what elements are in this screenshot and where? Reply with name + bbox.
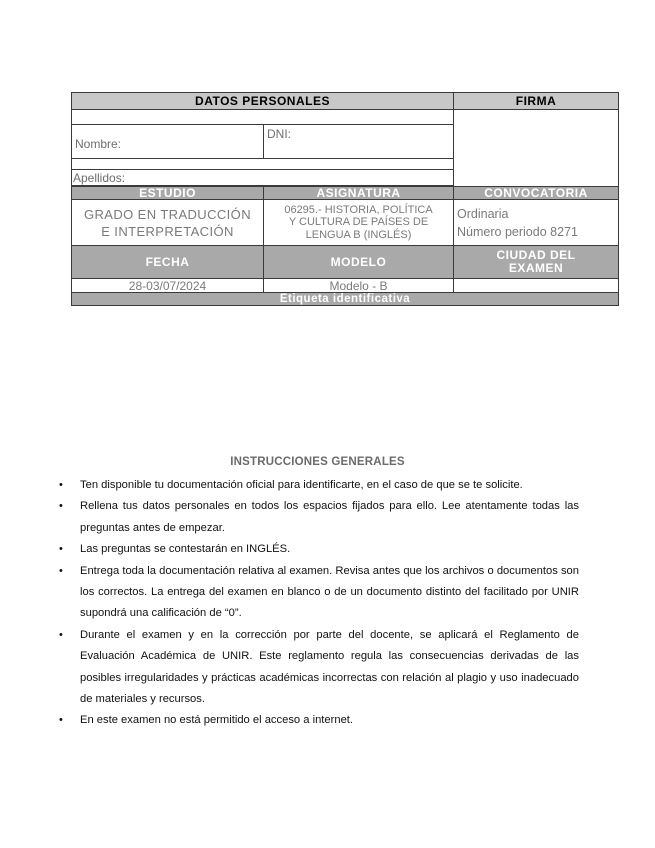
ciudad-header: [454, 246, 619, 279]
list-item: [56, 625, 579, 711]
instruction-text: En este examen no está permitido el acceso a internet.: [80, 714, 354, 727]
asignatura-line-3: LENGUA B (INGLÉS): [305, 228, 412, 241]
modelo-value: Modelo - B: [264, 279, 454, 293]
list-item: [56, 561, 579, 625]
convocatoria-line-1: Ordinaria: [457, 206, 509, 221]
asignatura-value: [264, 200, 454, 246]
instructions-section: [56, 456, 579, 732]
nombre-label: Nombre:: [75, 137, 122, 151]
ciudad-header-line-2: EXAMEN: [508, 261, 564, 275]
asignatura-header: ASIGNATURA: [264, 187, 454, 200]
spacer-row-2: [72, 159, 454, 170]
modelo-header: MODELO: [264, 246, 454, 279]
firma-box[interactable]: [454, 110, 619, 187]
ciudad-header-line-1: CIUDAD DEL: [496, 248, 576, 262]
instructions-title: INSTRUCCIONES GENERALES: [230, 456, 405, 468]
dni-label: DNI:: [267, 127, 291, 141]
estudio-line-1: GRADO EN TRADUCCIÓN: [84, 206, 251, 222]
instruction-text: Durante el examen y en la corrección por parte del docente, se aplicará el Reglamento de Evaluación Académica de UNIR. Este reglamento regula las consecuencias derivadas de las posibles irregularidades y prácticas académicas incorrectas con relación al plagio y uso inadecuado de materiales y recursos.: [80, 628, 579, 706]
list-item: [56, 539, 579, 560]
instructions-list: [56, 475, 579, 732]
bullet-icon: •: [59, 543, 63, 556]
spacer-row: [72, 110, 454, 125]
apellidos-label: Apellidos:: [73, 170, 126, 185]
personal-data-table: [71, 92, 619, 306]
asignatura-line-2: Y CULTURA DE PAÍSES DE: [288, 216, 429, 229]
apellidos-field[interactable]: [72, 170, 454, 186]
instruction-text: Rellena tus datos personales en todos los espacios fijados para ello. Lee atentamente todas las preguntas antes de empezar.: [80, 500, 579, 534]
bullet-icon: •: [59, 628, 63, 641]
dni-field[interactable]: [264, 125, 454, 159]
instruction-text: Entrega toda la documentación relativa al examen. Revisa antes que los archivos o documentos son los correctos. La entrega del examen en blanco o de un documento distinto del facilitado por UNIR supondrá una calificación de “0”.: [80, 564, 579, 620]
bullet-icon: •: [59, 714, 63, 727]
bullet-icon: •: [59, 479, 63, 491]
convocatoria-line-2: Número periodo 8271: [457, 224, 578, 239]
fecha-header: FECHA: [72, 246, 264, 279]
firma-header: FIRMA: [454, 93, 619, 110]
datos-personales-header: DATOS PERSONALES: [72, 93, 454, 110]
list-item: [56, 475, 579, 496]
list-item: [56, 710, 579, 731]
estudio-value: [72, 200, 264, 246]
instruction-text: Las preguntas se contestarán en INGLÉS.: [80, 543, 291, 556]
list-item: [56, 496, 579, 539]
etiqueta-identificativa: Etiqueta identificativa: [72, 293, 619, 306]
bullet-icon: •: [59, 500, 63, 513]
convocatoria-value: [454, 200, 619, 246]
fecha-value: 28-03/07/2024: [72, 279, 264, 293]
ciudad-value[interactable]: [454, 279, 619, 293]
estudio-line-2: E INTERPRETACIÓN: [101, 223, 234, 239]
asignatura-line-1: 06295.- HISTORIA, POLÍTICA: [284, 203, 433, 216]
exam-header-form: [71, 92, 618, 306]
nombre-field[interactable]: [72, 125, 264, 159]
convocatoria-header: CONVOCATORIA: [454, 187, 619, 200]
bullet-icon: •: [59, 564, 63, 577]
estudio-header: ESTUDIO: [72, 187, 264, 200]
instruction-text: Ten disponible tu documentación oficial para identificarte, en el caso de que se te solicite.: [80, 479, 523, 491]
